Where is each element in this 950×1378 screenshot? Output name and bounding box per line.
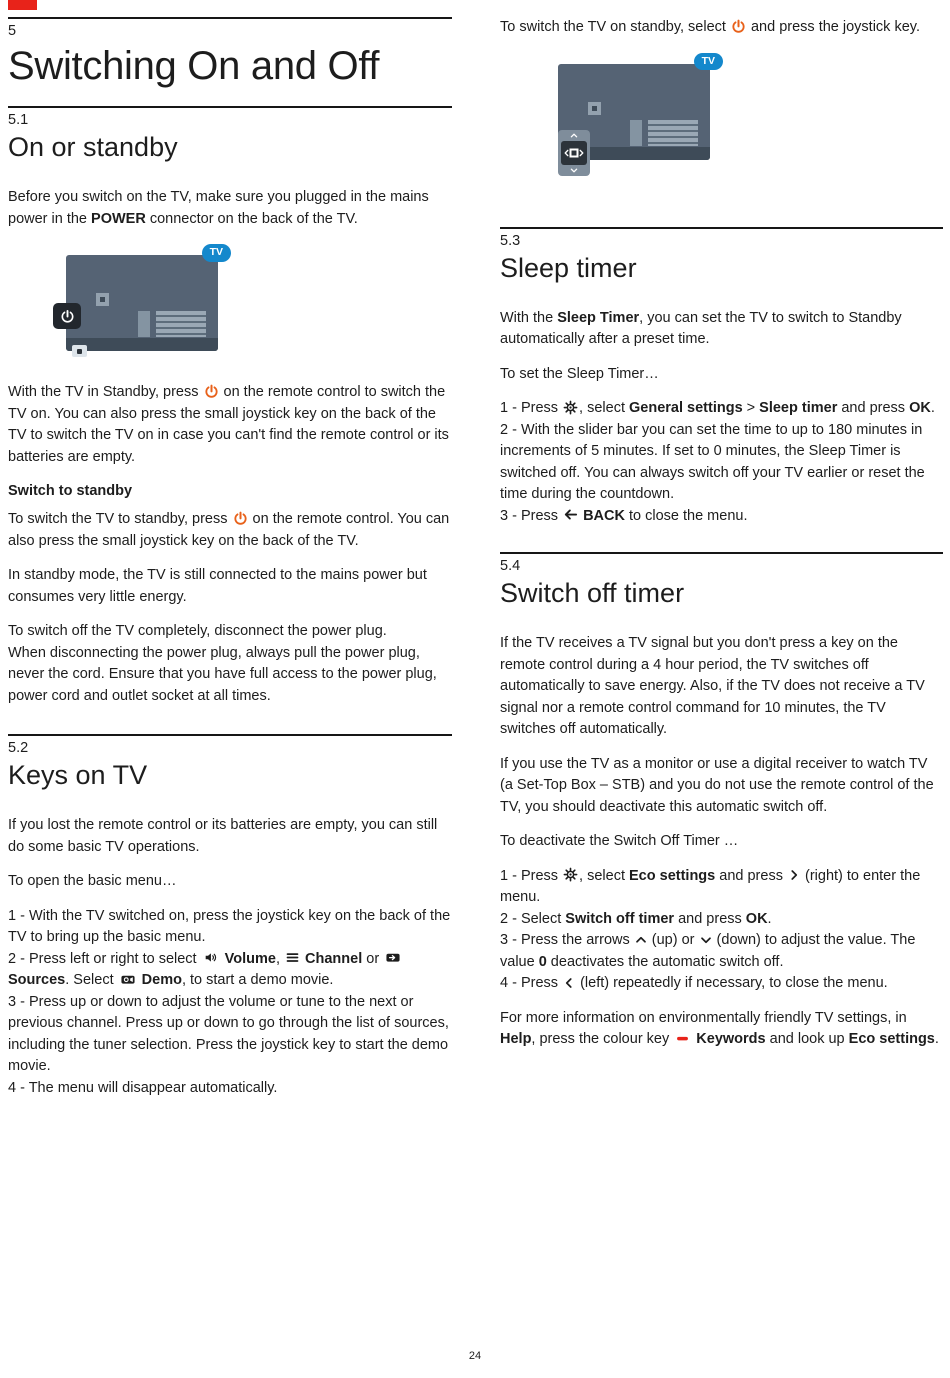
tv-joystick-hint: [72, 345, 87, 357]
sources-icon: [384, 950, 402, 965]
paragraph: [8, 565, 452, 608]
power-icon: [233, 511, 248, 526]
section-title-switch-off-timer: Switch off timer: [500, 578, 685, 608]
bold-text: Eco settings: [629, 867, 716, 884]
bold-text: General settings: [629, 400, 743, 416]
text: , select: [579, 867, 630, 884]
subheading-switch-to-standby: Switch to standby: [8, 483, 133, 499]
text: With the TV in Standby, press: [8, 384, 203, 400]
tv-vent-block: [630, 120, 642, 146]
chapter-number: 5: [8, 23, 17, 39]
step-line: [500, 930, 943, 973]
text: Before you switch on the TV, make sure you plugged in the mains power in the: [8, 189, 429, 227]
text: deactivates the automatic switch off.: [546, 953, 784, 970]
text: ,: [275, 950, 284, 967]
bold-text: Sleep Timer: [557, 309, 640, 326]
text: 4 - The menu will disappear automatically.: [8, 1079, 278, 1096]
text: and press: [715, 867, 787, 884]
text: , to start a demo movie.: [181, 972, 334, 988]
gear-icon: [563, 400, 578, 415]
text: (right) to enter the menu.: [500, 867, 921, 905]
step-line: [8, 992, 452, 1078]
text: on the remote control. You can also press the small joystick key on the back of the TV.: [8, 511, 450, 549]
tv-power-key: [53, 303, 81, 329]
paragraph: [8, 382, 452, 468]
paragraph: [500, 633, 943, 741]
tv-connector: [588, 102, 601, 115]
section-title-on-or-standby: On or standby: [8, 132, 178, 162]
step-line: [500, 420, 943, 506]
section-divider-53: [500, 227, 943, 229]
section-number-51: 5.1: [8, 112, 29, 128]
chapter-title: Switching On and Off: [8, 44, 380, 88]
power-icon: [60, 309, 75, 324]
text: and press: [837, 400, 910, 416]
bold-text: Sleep timer: [759, 400, 838, 416]
keywords-key-icon: [674, 1032, 691, 1045]
text: to close the menu.: [624, 507, 748, 524]
text: To switch the TV on standby, select: [500, 19, 730, 35]
bold-text: Volume: [224, 950, 276, 967]
paragraph: [8, 187, 452, 230]
text: and look up: [765, 1031, 849, 1047]
step-line: [500, 909, 943, 931]
text: , select: [579, 400, 630, 416]
tv-joystick-key: [558, 130, 590, 176]
bold-text: Keywords: [696, 1031, 766, 1047]
text: .: [930, 400, 935, 416]
text: In standby mode, the TV is still connected to the mains power but consumes very little energy.: [8, 567, 427, 605]
text: 3 - Press up or down to adjust the volume or tune to the next or previous channel. Press up or down to go through the list of sources, including the tuner selection. Press the joystick key to start the demo movie.: [8, 993, 449, 1074]
text: , you can set the TV to switch to Standby automatically after a preset time.: [500, 309, 902, 347]
paragraph: [8, 871, 452, 893]
chevron-up-icon: [635, 934, 647, 946]
bold-text: POWER: [91, 210, 146, 227]
right-column: [500, 0, 943, 1064]
paragraph: [500, 754, 943, 819]
step-line: [500, 866, 943, 909]
text: If you lost the remote control or its batteries are empty, you can still do some basic TV operations.: [8, 817, 438, 855]
text: or: [362, 950, 384, 967]
section-divider-51: [8, 106, 452, 108]
step-line: [500, 506, 943, 528]
figure-tv-power-key: [8, 243, 452, 367]
figure-tv-joystick: [500, 52, 943, 172]
text: For more information on environmentally friendly TV settings, in: [500, 1009, 907, 1026]
text: on the remote control to switch the TV on. You can also press the small joystick key on the back of the TV to switch the TV on in case you can't find the remote control or its batteries are empty.: [8, 384, 449, 465]
chapter-divider: [8, 17, 452, 19]
section-number-54: 5.4: [500, 558, 521, 574]
left-column: [8, 0, 452, 1112]
demo-icon: [119, 972, 137, 987]
bold-text: Channel: [305, 950, 363, 967]
text: 3 - Press: [500, 507, 563, 524]
text: 4 - Press: [500, 975, 563, 991]
paragraph: [500, 308, 943, 351]
step-line: [8, 949, 452, 992]
section-number-52: 5.2: [8, 740, 29, 756]
joystick-dot: [77, 349, 82, 354]
bold-text: OK: [909, 400, 931, 416]
channel-icon: [285, 950, 300, 965]
tv-vent-panel: [156, 311, 206, 337]
text: 1 - Press: [500, 867, 563, 884]
chevron-right-icon: [788, 869, 800, 881]
bold-text: Eco settings: [848, 1031, 935, 1047]
power-icon: [204, 384, 219, 399]
page-number: 24: [468, 1350, 482, 1362]
paragraph: [8, 815, 452, 858]
text: (down) to adjust the value. The value: [500, 932, 916, 970]
bold-text: Switch off timer: [565, 910, 675, 927]
chevron-left-icon: [563, 977, 575, 989]
numbered-steps: [8, 906, 452, 1100]
tv-vent-panel: [648, 120, 698, 146]
chevron-up-icon: [570, 131, 579, 140]
text: (left) repeatedly if necessary, to close the menu.: [576, 975, 888, 991]
section-title-sleep-timer: Sleep timer: [500, 252, 637, 283]
paragraph: [500, 17, 943, 39]
section-divider-52: [8, 734, 452, 736]
text: If the TV receives a TV signal but you don't press a key on the remote control during a 4 hour period, the TV switches off automatically to save energy. Also, if the TV does not receive a TV signal nor a remote control command for 10 minutes, the TV switches off automatically.: [500, 635, 925, 737]
tv-vent-block: [138, 311, 150, 337]
text: 3 - Press the arrows: [500, 932, 634, 948]
gear-icon: [563, 867, 578, 882]
text: 1 - With the TV switched on, press the joystick key on the back of the TV to bring up the basic menu.: [8, 907, 451, 945]
text: , press the colour key: [531, 1031, 674, 1047]
paragraph: [8, 621, 452, 707]
tv-bottom-edge: [66, 338, 218, 351]
step-line: [500, 973, 943, 995]
text: . Select: [65, 972, 118, 988]
paragraph: [500, 364, 943, 386]
tv-connector: [96, 293, 109, 306]
bold-text: Sources: [8, 972, 66, 988]
step-line: [8, 906, 452, 949]
chevron-down-icon: [570, 166, 579, 175]
bold-text: BACK: [583, 507, 625, 524]
text: 2 - Select: [500, 910, 566, 927]
chevron-right-icon: [577, 148, 586, 157]
text: and press the joystick key.: [746, 19, 920, 35]
section-title-keys-on-tv: Keys on TV: [8, 760, 148, 790]
paragraph: [8, 509, 452, 552]
bold-text: Demo: [141, 972, 182, 988]
text: To switch the TV to standby, press: [8, 511, 232, 527]
text: .: [767, 910, 772, 927]
text: (up) or: [647, 932, 699, 948]
paragraph: [500, 1008, 943, 1051]
power-icon: [731, 19, 746, 34]
text: .: [934, 1031, 939, 1047]
text: 2 - Press left or right to select: [8, 950, 201, 967]
step-line: [8, 1078, 452, 1100]
text: 2 - With the slider bar you can set the time to up to 180 minutes in increments of 5 minutes. If set to 0 minutes, the Sleep Timer is switched off. You can always switch off your TV earlier or reset the time during the countdown.: [500, 421, 925, 502]
text: and press: [674, 910, 746, 927]
tv-back-illustration: [558, 54, 715, 160]
numbered-steps: [500, 866, 943, 995]
text: With the: [500, 309, 558, 326]
bold-text: OK: [745, 910, 768, 927]
tv-back-illustration: [66, 246, 223, 351]
tv-badge: TV: [694, 53, 723, 71]
bold-text: 0: [538, 953, 547, 970]
paragraph: [500, 831, 943, 853]
text: To open the basic menu…: [8, 873, 177, 889]
section-divider-54: [500, 552, 943, 554]
text: To deactivate the Switch Off Timer …: [500, 833, 739, 849]
numbered-steps: [500, 398, 943, 527]
back-icon: [563, 507, 578, 522]
text: To set the Sleep Timer…: [500, 365, 659, 382]
chevron-down-icon: [700, 934, 712, 946]
text: If you use the TV as a monitor or use a digital receiver to watch TV (a Set-Top Box – STB) and you do not use the remote control of the TV, you should deactivate this automatic switch off.: [500, 755, 934, 815]
text: connector on the back of the TV.: [145, 210, 358, 227]
text: When disconnecting the power plug, always pull the power plug, never the cord. Ensure that you have full access to the power plug, power cord and outlet socket at all times.: [8, 644, 437, 704]
text: >: [742, 400, 760, 416]
bold-text: Help: [500, 1031, 532, 1047]
volume-icon: [202, 950, 220, 965]
tv-badge: TV: [202, 244, 231, 262]
step-line: [500, 398, 943, 420]
section-number-53: 5.3: [500, 232, 521, 249]
text: 1 - Press: [500, 400, 563, 416]
text: To switch off the TV completely, disconnect the power plug.: [8, 623, 387, 639]
